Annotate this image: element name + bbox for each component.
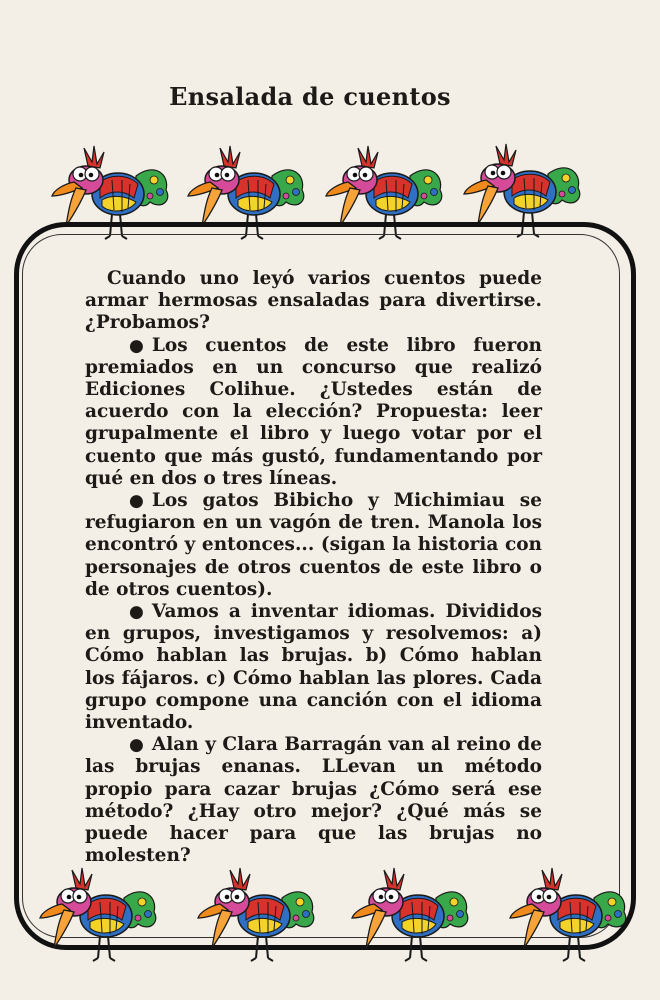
paragraph [85, 490, 542, 601]
paragraph [85, 734, 542, 867]
paragraph-text: Los cuentos de este libro fueron premiados en un concurso que realizó Ediciones Colihue. ¿Ustedes están de acuerdo con la elección? Propuesta: leer grupalmente el libro y luego votar por el cuento que más gustó, fundamentando por qué en dos o tres líneas. [85, 334, 542, 489]
colorful-bird-icon [196, 866, 318, 962]
bullet: ● [129, 335, 144, 356]
page-title: Ensalada de cuentos [169, 82, 451, 111]
paragraph [85, 601, 542, 734]
paragraph-text: Alan y Clara Barragán van al reino de las brujas enanas. LLevan un método propio para cazar brujas ¿Cómo será ese método? ¿Hay otro mejor? ¿Qué más se puede hacer para que las brujas no molesten? [85, 734, 542, 867]
colorful-bird-icon [508, 866, 630, 962]
paragraph-text: Cuando uno leyó varios cuentos puede armar hermosas ensaladas para divertirse. ¿Probamos? [85, 268, 542, 334]
paragraph-text: Vamos a inventar idiomas. Divididos en grupos, investigamos y resolvemos: a) Cómo hablan las brujas. b) Cómo hablan los fájaros. c) Cómo hablan las plores. Cada grupo compone una canción con el idioma inventado. [85, 601, 542, 734]
paragraph [85, 335, 542, 490]
colorful-bird-icon [38, 866, 160, 962]
bullet: ● [129, 491, 144, 512]
paragraph-text: Los gatos Bibicho y Michimiau se refugiaron en un vagón de tren. Manola los encontró y entonces... (sigan la historia con personajes de otros cuentos de este libro o de otros cuentos). [85, 490, 542, 600]
bullet: ● [129, 602, 144, 623]
colorful-bird-icon [350, 866, 472, 962]
paragraph [85, 268, 542, 335]
bullet: ● [129, 735, 144, 756]
activity-text [85, 268, 542, 867]
